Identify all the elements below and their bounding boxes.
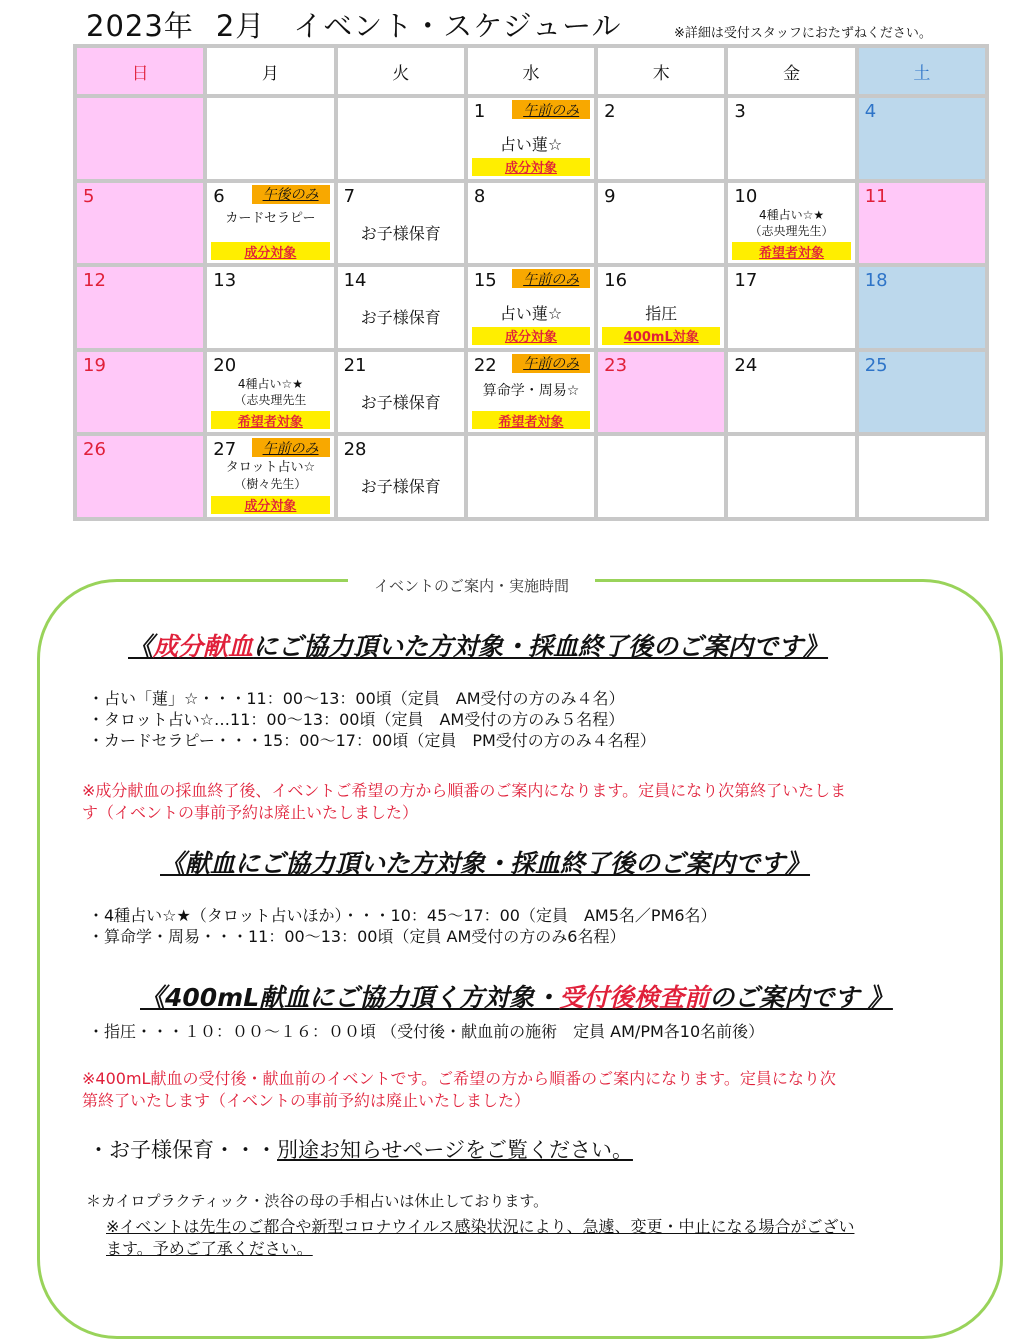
calendar-cell-4	[859, 98, 985, 179]
day-number: 23	[604, 354, 628, 376]
applicant-target-label: 希望者対象	[211, 411, 329, 429]
calendar-cell-2	[598, 98, 724, 179]
event-childcare: お子様保育	[360, 223, 441, 243]
day-number: 1	[473, 101, 486, 122]
calendar-grid	[77, 48, 985, 517]
day-number: 3	[734, 101, 746, 122]
event-childcare: お子様保育	[360, 392, 441, 412]
caution-line: ※イベントは先生のご都合や新型コロナウイルス感染状況により、急遽、変更・中止になる場合がござい	[106, 1217, 855, 1236]
list-item: ・指圧・・・１０：００～１６：００頃 （受付後・献血前の施術 定員 AM/PM各10名前後）	[88, 1022, 765, 1041]
calendar-cell-13	[207, 267, 333, 348]
calendar-cell-22	[468, 352, 594, 433]
event-shiatsu: 指圧	[645, 304, 678, 324]
component-target-label: 成分対象	[211, 496, 329, 514]
event-line: （志央理先生	[234, 392, 307, 407]
calendar-cell-12	[77, 267, 203, 348]
calendar-cell-21	[338, 352, 464, 433]
heading-part: のご案内です 》	[709, 983, 893, 1012]
am-only-badge: 午前のみ	[512, 100, 590, 119]
event-line: （樹々先生）	[234, 477, 307, 492]
weekday-wed: 水	[468, 48, 594, 94]
day-number: 4	[864, 101, 877, 122]
calendar-cell-18	[859, 267, 985, 348]
day-number: 28	[343, 439, 367, 461]
section-2-list	[88, 905, 717, 947]
calendar-cell-empty	[598, 436, 724, 517]
day-number: 17	[734, 270, 758, 292]
calendar-cell-8	[468, 183, 594, 264]
list-item: ・カードセラピー・・・15：00～17：00頃（定員 PM受付の方のみ４名程）	[88, 731, 656, 750]
page-header	[86, 4, 986, 44]
event-four-fortune	[728, 207, 854, 239]
calendar-cell-17	[728, 267, 854, 348]
day-number: 22	[473, 354, 497, 376]
event-childcare: お子様保育	[360, 477, 441, 497]
staff-note: ※詳細は受付スタッフにおたずねください。	[674, 26, 932, 41]
calendar-cell-empty	[207, 98, 333, 179]
day-number: 13	[213, 270, 237, 292]
component-target-label: 成分対象	[472, 327, 590, 345]
suspended-notice: ＊カイロプラクティック・渋谷の母の手相占いは休止しております。	[86, 1192, 549, 1210]
day-number: 12	[83, 270, 106, 292]
day-number: 11	[864, 185, 888, 207]
calendar-cell-7	[338, 183, 464, 264]
calendar	[73, 44, 989, 521]
day-number: 18	[864, 270, 888, 292]
component-target-label: 成分対象	[211, 242, 329, 260]
note-line: す（イベントの事前予約は廃止いたしました）	[82, 803, 419, 822]
calendar-cell-empty	[859, 436, 985, 517]
note-line: ※成分献血の採血終了後、イベントご希望の方から順番のご案内になります。定員になり次第終了いたしま	[82, 781, 847, 800]
list-item: ・タロット占い☆…11：00～13：00頃（定員 AM受付の方のみ５名程）	[88, 710, 625, 729]
calendar-cell-1	[468, 98, 594, 179]
calendar-cell-empty	[728, 436, 854, 517]
calendar-cell-5	[77, 183, 203, 264]
calendar-cell-15	[468, 267, 594, 348]
weekday-sat: 土	[859, 48, 985, 94]
section-1-note	[82, 780, 846, 824]
event-sanmei: 算命学・周易☆	[482, 382, 580, 399]
page-title	[86, 4, 622, 45]
calendar-cell-27	[207, 436, 333, 517]
calendar-cell-empty	[77, 98, 203, 179]
title-month: 2月	[215, 9, 266, 43]
calendar-cell-16	[598, 267, 724, 348]
weekday-fri: 金	[728, 48, 854, 94]
calendar-cell-3	[728, 98, 854, 179]
note-line: 第終了いたします（イベントの事前予約は廃止いたしました）	[82, 1091, 531, 1110]
day-number: 15	[473, 270, 497, 292]
calendar-cell-10	[728, 183, 854, 264]
calendar-cell-empty	[468, 436, 594, 517]
heading-highlight: 成分献血	[153, 632, 254, 661]
calendar-cell-23	[598, 352, 724, 433]
event-lotus: 占い蓮☆	[499, 304, 563, 324]
event-line: タロット占い☆	[225, 460, 316, 476]
list-item: ・占い「蓮」☆・・・11：00～13：00頃（定員 AM受付の方のみ４名）	[88, 689, 625, 708]
am-only-badge: 午前のみ	[512, 269, 590, 288]
weekday-thu: 木	[598, 48, 724, 94]
heading-part: にご協力頂いた方対象・採血終了後のご案内です》	[253, 632, 829, 661]
pm-only-badge: 午後のみ	[252, 185, 330, 204]
day-number: 10	[734, 185, 758, 207]
title-year: 2023年	[86, 9, 194, 43]
day-number: 16	[604, 270, 628, 292]
applicant-target-label: 希望者対象	[472, 411, 590, 429]
component-target-label: 成分対象	[472, 158, 590, 176]
calendar-cell-19	[77, 352, 203, 433]
calendar-cell-6	[207, 183, 333, 264]
day-number: 27	[213, 439, 237, 461]
ml400-target-label: 400mL対象	[602, 327, 720, 345]
childcare-link[interactable]: 別途お知らせページをご覧ください。	[277, 1138, 633, 1162]
heading-part: 《	[128, 632, 154, 661]
caution-note	[106, 1216, 956, 1260]
event-lotus: 占い蓮☆	[499, 135, 563, 154]
calendar-cell-11	[859, 183, 985, 264]
calendar-cell-26	[77, 436, 203, 517]
section-heading-blood: 《献血にご協力頂いた方対象・採血終了後のご案内です》	[160, 849, 811, 878]
day-number: 26	[83, 439, 106, 461]
day-number: 21	[343, 354, 367, 376]
calendar-cell-20	[207, 352, 333, 433]
day-number: 2	[604, 101, 616, 122]
day-number: 24	[734, 354, 758, 376]
event-tarot	[207, 460, 333, 492]
caution-line: ます。予めご了承ください。	[106, 1239, 313, 1258]
section-3-note	[82, 1068, 836, 1112]
day-number: 9	[604, 185, 616, 207]
calendar-cell-24	[728, 352, 854, 433]
am-only-badge: 午前のみ	[252, 438, 330, 457]
event-childcare: お子様保育	[360, 308, 441, 328]
applicant-target-label: 希望者対象	[732, 242, 850, 260]
weekday-mon: 月	[207, 48, 333, 94]
calendar-cell-empty	[338, 98, 464, 179]
childcare-prefix: ・お子様保育・・・	[88, 1138, 277, 1162]
day-number: 6	[213, 185, 225, 207]
section-1-list	[88, 688, 656, 751]
event-card-therapy: カードセラピー	[225, 210, 316, 226]
list-item: ・算命学・周易・・・11：00～13：00頃（定員 AM受付の方のみ6名程）	[88, 927, 626, 946]
title-text: イベント・スケジュール	[293, 9, 622, 43]
day-number: 19	[83, 354, 106, 376]
heading-part: 《400mL献血にご協力頂く方対象・	[140, 983, 560, 1012]
event-line: （志央理先生）	[749, 223, 834, 238]
section-heading-component	[128, 627, 828, 663]
calendar-cell-28	[338, 436, 464, 517]
am-only-badge: 午前のみ	[512, 354, 590, 373]
event-line: 4種占い☆★	[758, 207, 825, 222]
day-number: 14	[343, 270, 367, 292]
section-3-list	[88, 1021, 764, 1042]
day-number: 20	[213, 354, 237, 376]
childcare-notice	[88, 1134, 633, 1164]
calendar-cell-9	[598, 183, 724, 264]
list-item: ・4種占い☆★（タロット占いほか）・・・10：45～17：00（定員 AM5名／PM6名）	[88, 906, 717, 925]
calendar-cell-25	[859, 352, 985, 433]
weekday-tue: 火	[338, 48, 464, 94]
heading-highlight: 受付後検査前	[559, 983, 710, 1012]
event-info-legend: イベントのご案内・実施時間	[348, 575, 595, 596]
day-number: 7	[343, 185, 356, 207]
day-number: 8	[473, 185, 486, 207]
weekday-sun: 日	[77, 48, 203, 94]
day-number: 5	[83, 185, 95, 207]
day-number: 25	[864, 354, 888, 376]
note-line: ※400mL献血の受付後・献血前のイベントです。ご希望の方から順番のご案内になります。定員になり次	[82, 1069, 836, 1088]
calendar-cell-14	[338, 267, 464, 348]
event-line: 4種占い☆★	[237, 376, 303, 391]
section-heading-400ml	[140, 978, 893, 1014]
event-four-fortune	[207, 376, 333, 408]
